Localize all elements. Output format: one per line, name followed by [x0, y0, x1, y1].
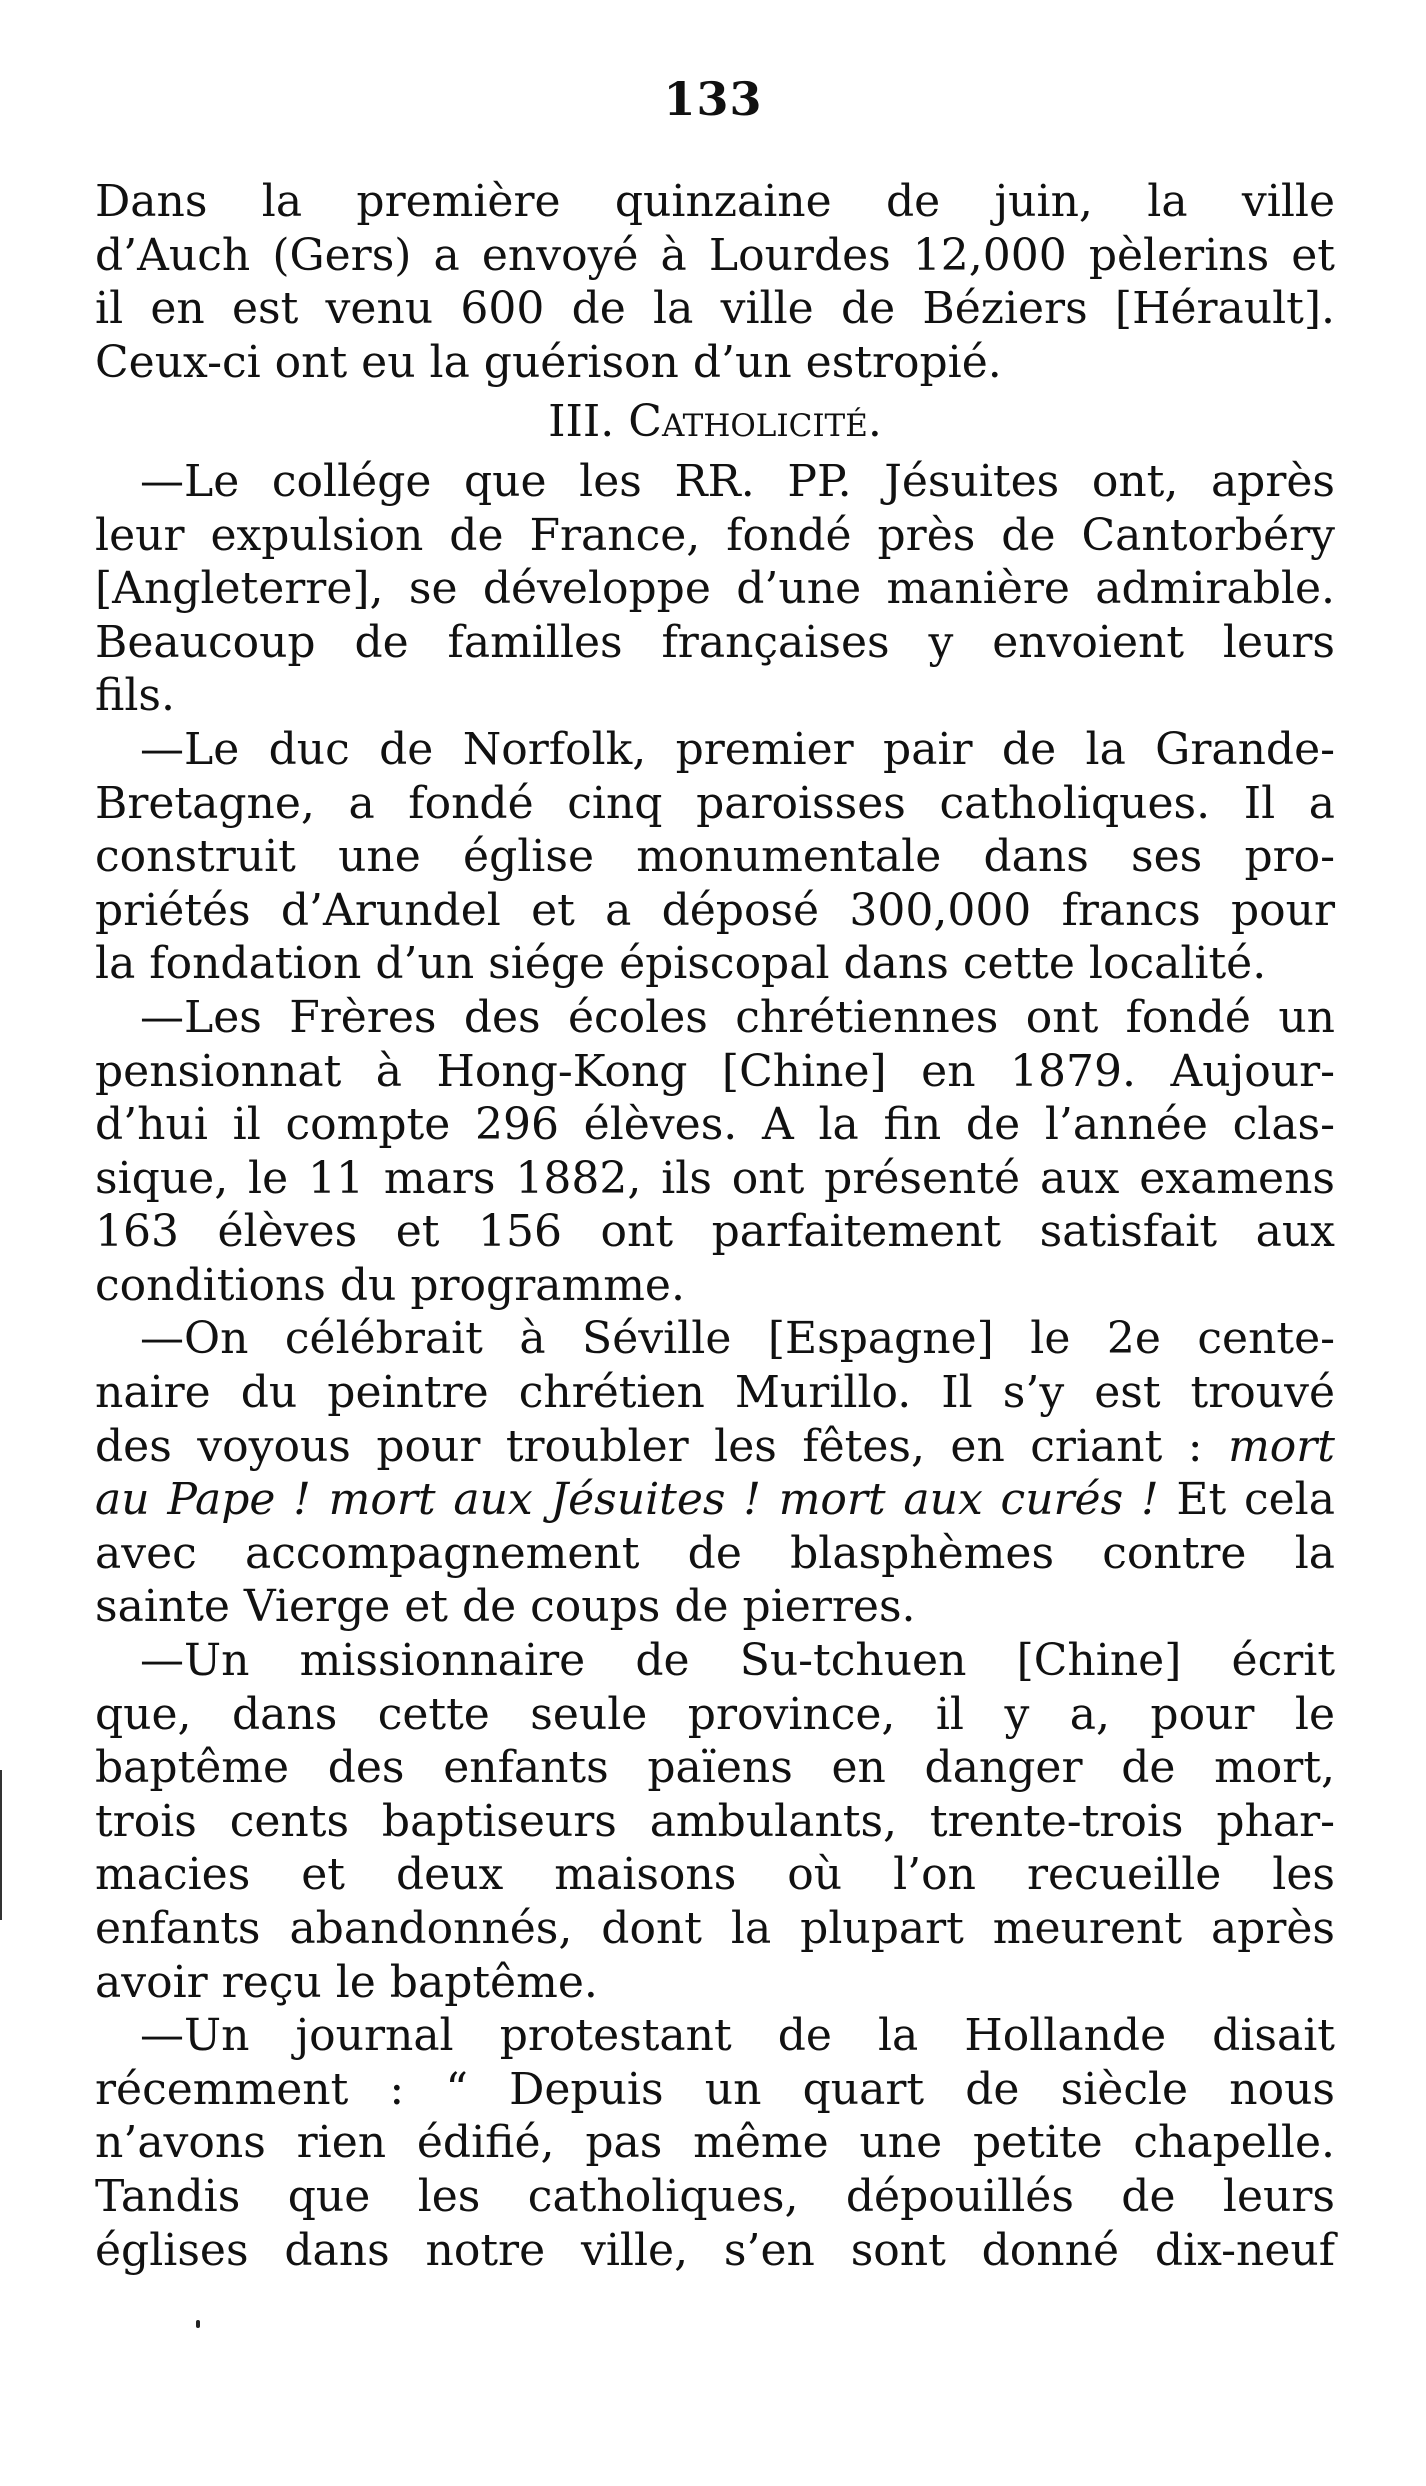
text-line: [Angleterre], se développe d’une manière admirable. [95, 563, 1335, 615]
paragraph-missionnaire [95, 1634, 1335, 2009]
paragraph-hollande [95, 2009, 1335, 2277]
text-line: avoir reçu le baptême. [95, 1956, 598, 2008]
text-line: Tandis que les catholiques, dépouillés de leurs [95, 2170, 1335, 2222]
text-line: il en est venu 600 de la ville de Béziers [Hérault]. [95, 283, 1335, 335]
text-line: —Le collége que les RR. PP. Jésuites ont, après [140, 455, 1335, 507]
text-line: —Les Frères des écoles chrétiennes ont fondé un [140, 991, 1335, 1043]
text-line-with-italic [95, 1420, 1335, 1474]
text-line: pensionnat à Hong-Kong [Chine] en 1879. Aujour- [95, 1045, 1335, 1097]
text-line: Bretagne, a fondé cinq paroisses catholiques. Il a [95, 777, 1335, 829]
text-line: trois cents baptiseurs ambulants, trente-trois phar- [95, 1795, 1335, 1847]
section-heading [95, 395, 1335, 449]
text-line: baptême des enfants païens en danger de mort, [95, 1742, 1335, 1794]
italic-text: mort [1228, 1420, 1335, 1472]
text-line: récemment : “ Depuis un quart de siècle nous [95, 2063, 1335, 2115]
text-line-with-italic [95, 1473, 1335, 1527]
text-line: 163 élèves et 156 ont parfaitement satisfait aux [95, 1206, 1335, 1258]
text-line: priétés d’Arundel et a déposé 300,000 francs pour [95, 884, 1335, 936]
text-line: avec accompagnement de blasphèmes contre la [95, 1527, 1335, 1579]
text-line: Dans la première quinzaine de juin, la ville [95, 176, 1335, 227]
text-line: n’avons rien édifié, pas même une petite chapelle. [95, 2117, 1335, 2169]
text-line: macies et deux maisons où l’on recueille les [95, 1849, 1335, 1901]
text-line: conditions du programme. [95, 1259, 685, 1311]
text-line: d’hui il compte 296 élèves. A la fin de l’année clas- [95, 1099, 1335, 1151]
margin-scan-edge [0, 1770, 2, 1920]
text-line: —Le duc de Norfolk, premier pair de la Grande- [140, 723, 1335, 775]
text-line: —On célébrait à Séville [Espagne] le 2e cente- [140, 1313, 1335, 1365]
text-line: leur expulsion de France, fondé près de Cantorbéry [95, 509, 1335, 561]
paragraph-seville [95, 1312, 1335, 1634]
text-line: naire du peintre chrétien Murillo. Il s’y est trouvé [95, 1367, 1335, 1419]
text-line: la fondation d’un siége épiscopal dans cette localité. [95, 938, 1267, 990]
section-numeral: III. [548, 396, 615, 448]
text-line: d’Auch (Gers) a envoyé à Lourdes 12,000 pèlerins et [95, 229, 1335, 281]
text-segment: Et cela [1176, 1474, 1335, 1526]
paragraph-norfolk [95, 723, 1335, 991]
body-text [95, 175, 1335, 2277]
text-line: construit une église monumentale dans ses pro- [95, 831, 1335, 883]
text-line: Ceux-ci ont eu la guérison d’un estropié. [95, 336, 1002, 388]
text-line: sique, le 11 mars 1882, ils ont présenté aux examens [95, 1152, 1335, 1204]
text-line: que, dans cette seule province, il y a, pour le [95, 1688, 1335, 1740]
section-title: Catholicité. [628, 396, 882, 448]
text-line: enfants abandonnés, dont la plupart meurent après [95, 1903, 1335, 1954]
paragraph-freres [95, 991, 1335, 1313]
text-line: —Un missionnaire de Su-tchuen [Chine] écrit [140, 1635, 1335, 1687]
paragraph-jesuites [95, 455, 1335, 723]
paragraph-lourdes [95, 175, 1335, 389]
text-line: —Un journal protestant de la Hollande disait [140, 2010, 1335, 2062]
italic-text: au Pape ! mort aux Jésuites ! mort aux curés ! [95, 1474, 1159, 1526]
page-number: 133 [663, 72, 763, 126]
text-line: fils. [95, 670, 175, 722]
text-segment: des voyous pour troubler les fêtes, en criant : [95, 1420, 1203, 1472]
ink-speck [196, 2320, 200, 2328]
text-line: Beaucoup de familles françaises y envoient leurs [95, 616, 1335, 668]
text-line: sainte Vierge et de coups de pierres. [95, 1581, 916, 1633]
text-line: églises dans notre ville, s’en sont donné dix-neuf [95, 2224, 1335, 2276]
